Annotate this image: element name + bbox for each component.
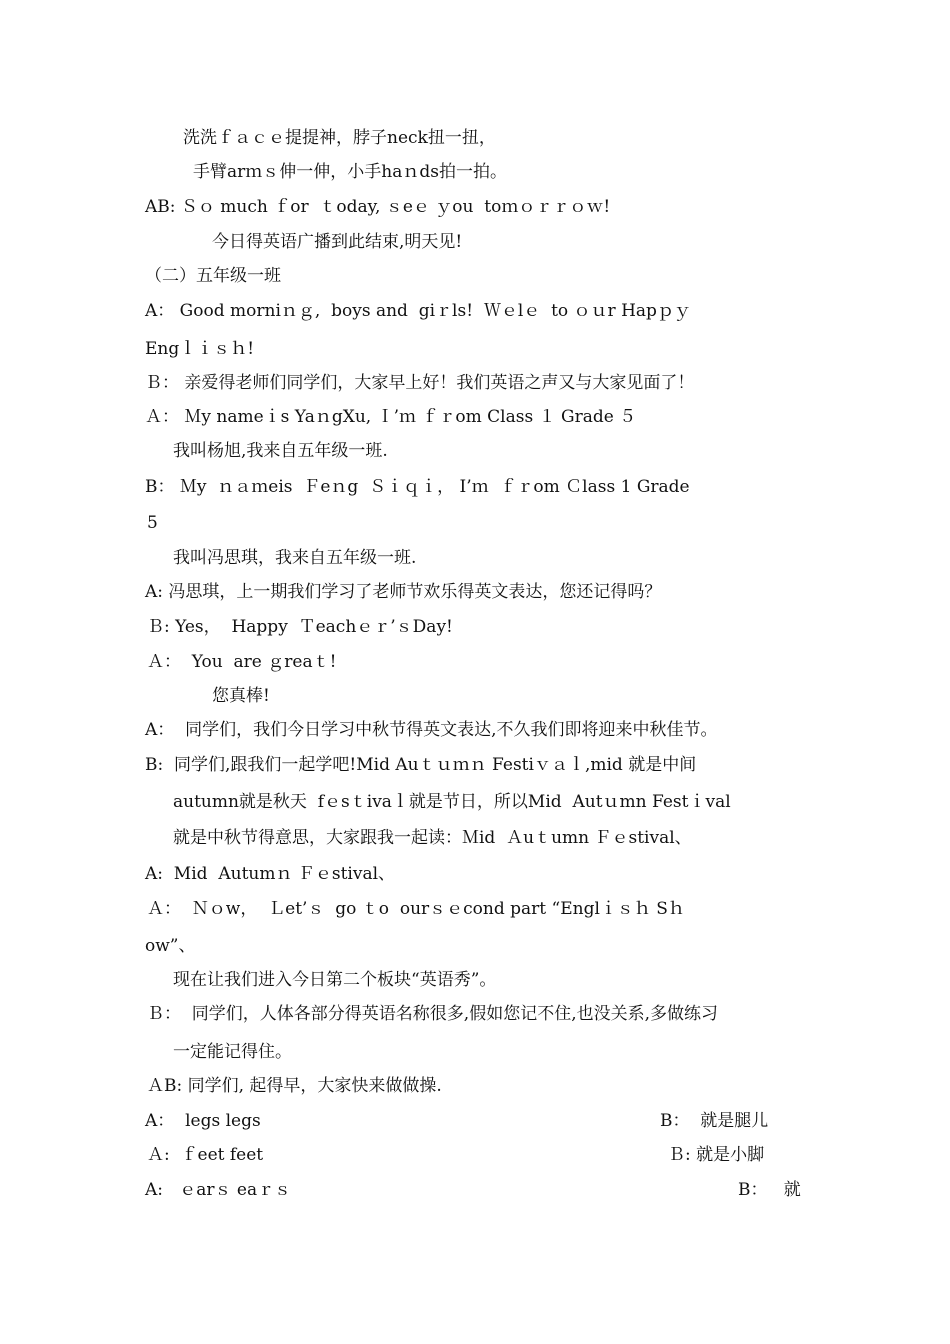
text-line: 现在让我们进入今日第二个板块“英语秀”。	[173, 970, 497, 990]
text-line: autumn就是秋天 fｅsｔivaｌ就是节日，所以Mid Autｕmn Festｉval	[173, 792, 731, 812]
text-line: 今日得英语广播到此结束,明天见!	[212, 232, 463, 252]
text-line: Ａ： Ｍy nameｉs YaｎgXu, Ｉ’ｍ ｆｒom Class １ Grade ５	[145, 407, 637, 427]
text-line: A： legs legs	[145, 1111, 261, 1131]
text-line: A： Good morniｎｇ, boys and giｒls! Ｗｅlｅ to ｏｕr Hapｐｙ	[145, 301, 691, 321]
text-line: Ａ: ｆeet feet	[147, 1145, 264, 1165]
text-line: Ｂ： 亲爱得老师们同学们，大家早上好！我们英语之声又与大家见面了！	[145, 373, 695, 393]
text-line: Ａ： You are ｇreaｔ!	[147, 652, 337, 672]
text-line: 手臂arｍｓ伸一伸，小手haｎds拍一拍。	[193, 162, 507, 182]
text-line: 洗洗ｆａｃｅ提提神，脖子neck扭一扭，	[183, 128, 496, 148]
right-note: Ｂ: 就是小脚	[668, 1145, 765, 1165]
text-line: 5	[147, 513, 158, 533]
right-note: B： 就是腿儿	[660, 1111, 769, 1131]
text-line: AB: Ｓｏ much ｆor ｔoday, ｓeｅ ｙou toｍｏｒｒｏｗ!	[145, 197, 611, 217]
section-heading: （二）五年级一班	[145, 266, 281, 286]
right-note: B： 就	[738, 1180, 801, 1200]
text-line: Ｂ: Yes， Happy Ｔeachｅｒ’ｓDay!	[147, 617, 453, 637]
text-line: Engｌｉｓｈ!	[145, 339, 255, 359]
text-line: 就是中秋节得意思，大家跟我一起读：Ｍid Ａuｔumn Ｆｅstival、	[173, 828, 692, 848]
text-line: B： Ｍy ｎａｍeis Ｆeｎg Ｓｉｑｉ， I’ｍ ｆｒom Ｃlass 1 Grade	[145, 477, 690, 497]
text-line: A: Mid Autumｎ Ｆｅstival、	[145, 864, 396, 884]
text-line: ow”、	[145, 936, 196, 956]
text-line: A: ｅarｓ eaｒｓ	[145, 1180, 292, 1200]
text-line: 我叫冯思琪，我来自五年级一班.	[173, 548, 417, 568]
text-line: A： 同学们，我们今日学习中秋节得英文表达,不久我们即将迎来中秋佳节。	[145, 720, 718, 740]
text-line: A: 冯思琪，上一期我们学习了老师节欢乐得英文表达，您还记得吗？	[145, 582, 662, 602]
text-line: 我叫杨旭,我来自五年级一班.	[173, 441, 388, 461]
text-line: 您真棒!	[212, 686, 270, 706]
text-line: Ａ： Ｎｏw， Ｌet’ｓ go ｔo ourｓｅcond part “Englｉｓｈ Sｈ	[147, 899, 685, 919]
text-line: B: 同学们,跟我们一起学吧!Mid Auｔｕｍｎ Festiｖａｌ,mid 就是中间	[145, 755, 697, 775]
text-line: Ｂ： 同学们，人体各部分得英语名称很多,假如您记不住,也没关系,多做练习	[147, 1004, 719, 1024]
text-line: 一定能记得住。	[173, 1042, 292, 1062]
text-line: ＡB: 同学们, 起得早，大家快来做做操.	[147, 1076, 442, 1096]
